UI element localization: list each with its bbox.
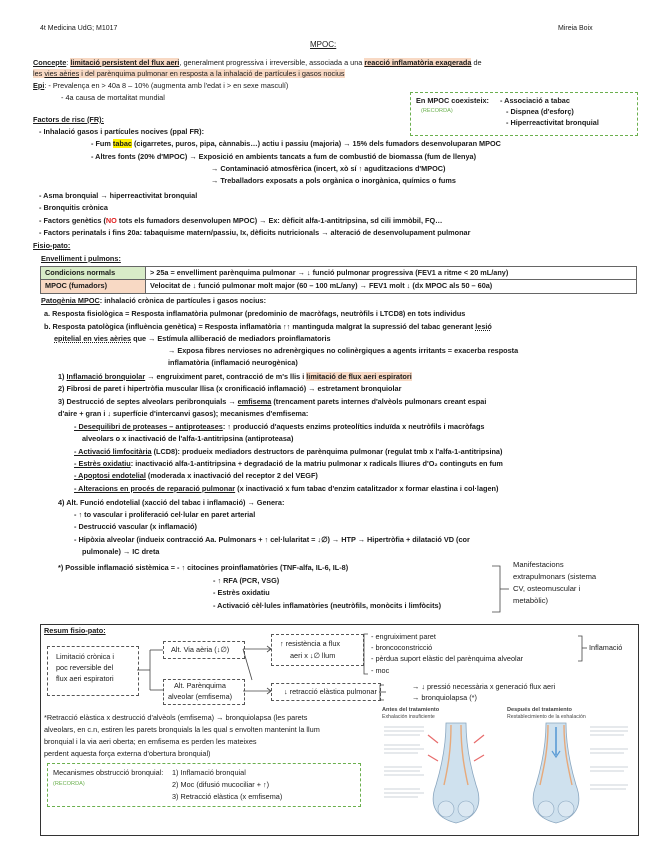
resposta-b: b. Resposta patològica (influència genètica) = Resposta inflamatòria ↑↑ mantinguda malgrat la supressió del tabac generant lesió (44, 322, 492, 331)
mecanismes-item: 3) Retracció elàstica (x emfisema) (172, 792, 283, 801)
inflamacio-label: Inflamació (589, 643, 623, 652)
via-aeria-text: Alt. Via aèria (↓∅) (171, 645, 230, 654)
parenquima-text: alveolar (emfisema) (168, 692, 233, 701)
resum-left-text: flux aeri espiratori (56, 674, 114, 683)
figure-left-title: Antes del tratamiento (382, 707, 440, 713)
concepte-reaccio: reacció inflamatòria exagerada (364, 58, 472, 67)
step-5-item: - Estrès oxidatiu (213, 588, 270, 597)
step-1: 1) Inflamació bronquiolar → engruiximent paret, contracció de m's llis i limitació de flux aeri espiratori (58, 372, 412, 381)
step-5: *) Possible inflamació sistèmica = - ↑ citocines proinflamatòries (TNF-alfa, IL-6, IL-8) (58, 563, 349, 572)
concepte-persistent: limitació persistent del flux aeri (70, 58, 180, 67)
activacio: - Activació limfocitària (LCD8): produeix mediadors destructors de parènquima pulmonar (regulat tmb x l'alfa-1-antitripsina) (74, 447, 503, 456)
concepte-label: Concepte (33, 58, 67, 67)
alteracions: - Alteracions en procés de reparació pulmonar (x inactivació x fum tabac d'enzim catalitzador x formar elastina i col·lagen) (74, 484, 499, 493)
mecanismes-recorda: (RECORDA) (53, 781, 85, 787)
coexisteix-title: En MPOC coexisteix: (416, 96, 489, 105)
step-4-item: - Hipòxia alveolar (indueix contracció Aa. Pulmonars + ↑ cel·lularitat = ↓∅) → HTP → Hipertròfia + dilatació VD (cor (74, 535, 470, 544)
coexisteix-item: - Dispnea (d'esforç) (506, 107, 574, 116)
step-4-item: - ↑ to vascular i proliferació cel·lular en paret arterial (74, 510, 256, 519)
estres: - Estrès oxidatiu: inactivació alfa-1-antitripsina + degradació de la matriu pulmonar x radicals lliures d'O₂ continguts en fum (74, 459, 503, 468)
step-3: 3) Destrucció de septes alveolars peribronquials → emfisema (trencament parets internes d'alvèols pulmonars creant espai (58, 397, 487, 406)
resum-left-text: poc reversible del (56, 663, 114, 672)
factors-contaminacio: → Contaminació atmosfèrica (incert, xò sí ↑ aguditzacions d'MPOC) (211, 164, 446, 173)
manifestacions-text: extrapulmonars (sistema (513, 572, 597, 581)
mecanismes-item: 2) Moc (difusió mucociliar + ↑) (172, 780, 270, 789)
header-right: Mireia Boix (558, 25, 593, 32)
factors-label: Factors de risc (FR): (33, 115, 104, 124)
figure-left-sub: Exhalación insuficiente (382, 714, 435, 720)
factors-altres: - Altres fonts (20% d'MPOC) → Exposició en ambients tancats a fum de combustió de biomassa (fum de llenya) (91, 152, 477, 161)
resum-nota: *Retracció elàstica x destrucció d'alvèols (emfisema) → bronquiolapsa (les parets (44, 713, 308, 722)
mecanismes-item: 1) Inflamació bronquial (172, 768, 246, 777)
epi-line2: - 4a causa de mortalitat mundial (61, 93, 165, 102)
factors-asma: - Asma bronquial → hiperreactivitat bronquial (39, 191, 198, 200)
fisiopato-label: Fisio-pato: (33, 241, 71, 250)
patogenia-line: Patogènia MPOC: inhalació crònica de partícules i gasos nocius: (41, 296, 267, 305)
tabac-highlight: tabac (112, 139, 132, 148)
desequilibri: - Desequilibri de proteases – antiproteases: ↑ producció d'aquests enzims proteolítics induïda x neutròfils i macròfags (74, 422, 485, 431)
resposta-b-exposa: → Exposa fibres nervioses no adrenèrgiques no colinèrgiques a agents irritants = exacerba resposta (168, 346, 519, 355)
resposta-b-line2: epitelial en vies aèries que → Estímula alliberació de mediadors proinflamatoris (54, 334, 331, 343)
coexisteix-item: - Associació a tabac (500, 96, 570, 105)
retraccio-text: ↓ retracció elàstica pulmonar (284, 687, 377, 696)
step-4-item: - Destrucció vascular (x inflamació) (74, 522, 197, 531)
table-cell: > 25a = envelliment parènquima pulmonar → ↓ funció pulmonar progressiva (FEV1 a ritme < 20 mL/any) (146, 267, 637, 280)
step-3-line2: d'aire + gran i ↓ superfície d'intercanvi gasos); mecanismes d'emfisema: (58, 409, 309, 418)
resistencia-text: aeri x ↓∅ llum (290, 651, 336, 660)
step-5-item: - Activació cèl·lules inflamatòries (neutròfils, monòcits i limfòcits) (213, 601, 442, 610)
step-2: 2) Fibrosi de paret i hipertròfia muscular llisa (x cronificació inflamació) → estretament bronquiolar (58, 384, 402, 393)
figure-right-sub: Restablecimiento de la exhalación (507, 714, 586, 720)
resum-list-item: - moc (371, 666, 390, 675)
pressio-text: → ↓ pressió necessària x generació flux aeri (412, 682, 556, 691)
manifestacions-text: metabòlic) (513, 596, 549, 605)
factors-inhalacio: - Inhalació gasos i partícules nocives (ppal FR): (39, 127, 205, 136)
concepte-line2: les vies aèries i del parènquima pulmonar en resposta a la inhalació de partícules i gasos nocius (33, 69, 345, 78)
table-cell: Condicions normals (41, 267, 146, 280)
resum-label: Resum fisio-pato: (44, 626, 106, 635)
coexisteix-recorda: (RECORDA) (421, 108, 453, 114)
factors-perinatals: - Factors perinatals i fins 20a: tabaquisme matern/passiu, Ix, dèficits nutricionals → alteració de desenvolupament pulmonar (39, 228, 471, 237)
factors-genetics: - Factors genètics (NO tots els fumadors desenvolupen MPOC) → Ex: dèficit alfa-1-antitripsina, sd cili immòbil, FQ… (39, 216, 443, 225)
manifestacions-text: CV, osteomuscular i (513, 584, 581, 593)
factors-treballadors: → Treballadors exposats a pols orgànica o inorgànica, químics o fums (211, 176, 456, 185)
resum-nota: bronquial i la via aeri oberta; en emfisema es perden les mateixes (44, 737, 257, 746)
resum-left-text: Limitació crònica i (56, 652, 114, 661)
resum-list-item: - pèrdua suport elàstic del parènquima alveolar (371, 654, 524, 663)
concepte-line1: Concepte: limitació persistent del flux aeri, generalment progressiva i irreversible, associada a una reacció inflamatòria exagerada de (33, 58, 482, 67)
step-5-item: - ↑ RFA (PCR, VSG) (213, 576, 280, 585)
coexisteix-item: - Hiperreactivitat bronquial (506, 118, 599, 127)
mecanismes-title: Mecanismes obstrucció bronquial: (53, 768, 164, 777)
figure-right-title: Después del tratamiento (507, 707, 572, 713)
manifestacions-text: Manifestacions (513, 560, 564, 569)
resposta-b-exposa2: inflamatòria (inflamació neurogènica) (168, 358, 298, 367)
table-cell: MPOC (fumadors) (41, 280, 146, 293)
envelliment-label: Envelliment i pulmons: (41, 254, 121, 263)
apoptosi: - Apoptosi endotelial (moderada x inactivació del receptor 2 del VEGF) (74, 471, 318, 480)
factors-bronquitis: - Bronquitis crònica (39, 203, 108, 212)
header-left: 4t Medicina UdG; M1017 (40, 25, 118, 32)
step-4: 4) Alt. Funció endotelial (xacció del tabac i inflamació) → Genera: (58, 498, 285, 507)
epi-line1: Epi: - Prevalença en > 40a 8 – 10% (augmenta amb l'edat i > en sexe masculí) (33, 81, 289, 90)
resum-nota: alveolars, en c.n, estiren les parets bronquials la les qual s envolten mantenint la llum (44, 725, 320, 734)
resum-list-item: - engruiximent paret (371, 632, 436, 641)
factors-fum: - Fum tabac (cigarretes, puros, pipa, cànnabis…) actiu i passiu (majoria) → 15% dels fumadors desenvoluparan MPOC (91, 139, 501, 148)
resistencia-text: ↑ resistència a flux (280, 639, 341, 648)
page-title: MPOC: (310, 40, 337, 49)
parenquima-text: Alt. Parènquima (174, 681, 226, 690)
resposta-a: a. Resposta fisiològica = Resposta inflamatòria pulmonar (predominio de macròfags, neutròfils i LTCD8) en tots individus (44, 309, 466, 318)
resum-list-item: - broncoconstricció (371, 643, 433, 652)
resum-nota: perdent aquesta força externa d'obertura bronquial) (44, 749, 211, 758)
pressio-text: → bronquiolapsa (*) (412, 693, 477, 702)
table-cell: Velocitat de ↓ funció pulmonar molt major (60 – 100 mL/any) → FEV1 molt ↓ (dx MPOC als 50 – 60a) (146, 280, 637, 293)
desequilibri-line2: alveolars o x inactivació de l'alfa-1-antitripsina (antiproteasa) (82, 434, 294, 443)
step-4-item: pulmonale) → IC dreta (82, 547, 160, 556)
